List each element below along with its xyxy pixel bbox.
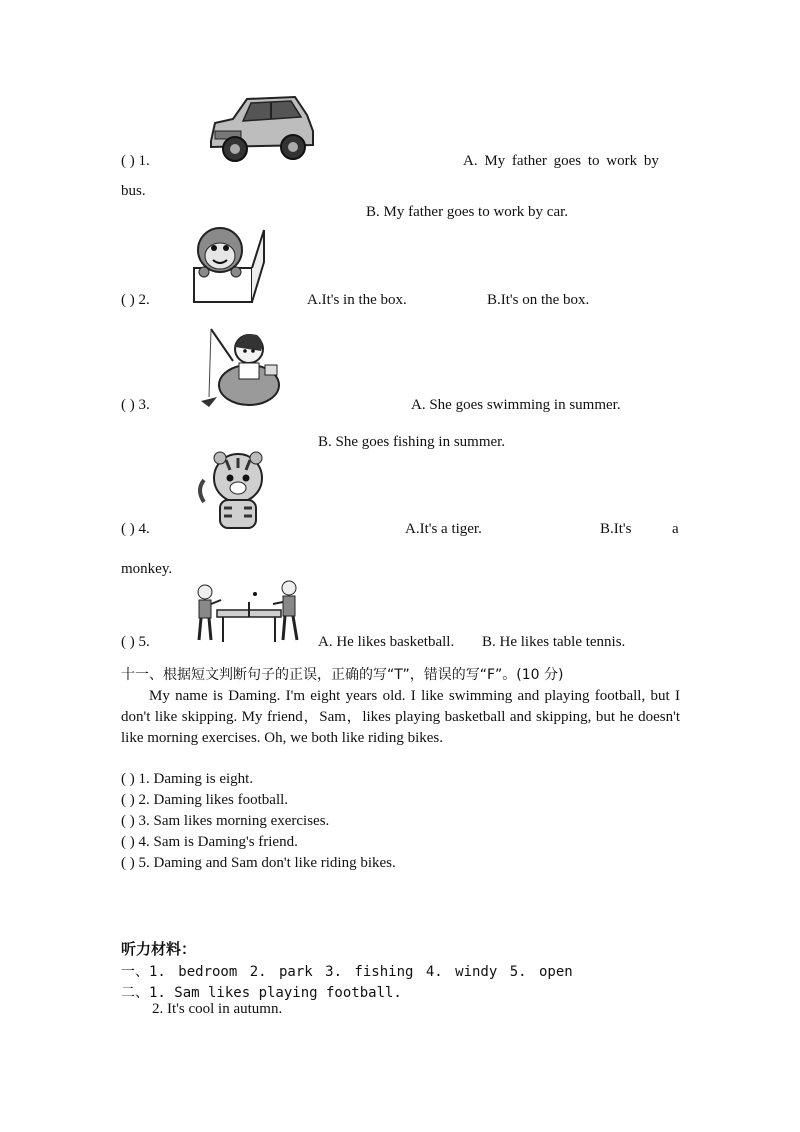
listening-line-2: 二、1. Sam likes playing football. (121, 985, 402, 1001)
question-5-option-a: A. He likes basketball. (318, 634, 455, 650)
question-2-number: ( ) 2. (121, 292, 150, 308)
question-1-option-a: A. My father goes to work by (463, 153, 659, 169)
car-icon (203, 93, 319, 168)
reading-passage: My name is Daming. I'm eight years old. I like swimming and playing football, but I don't like skipping. My friend，Sam，likes playing basketball and skipping, but he doesn't like morning exercises. Oh, we both like riding bikes. (121, 688, 680, 746)
question-3-number: ( ) 3. (121, 397, 150, 413)
question-4-option-a: A.It's a tiger. (405, 521, 482, 537)
judgement-item: ( ) 4. Sam is Daming's friend. (121, 834, 298, 850)
question-5-number: ( ) 5. (121, 634, 150, 650)
question-2-option-b: B.It's on the box. (487, 292, 590, 308)
question-4-number: ( ) 4. (121, 521, 150, 537)
judgement-item: ( ) 3. Sam likes morning exercises. (121, 813, 330, 829)
question-3-option-b: B. She goes fishing in summer. (318, 434, 506, 450)
listening-line-3: 2. It's cool in autumn. (152, 1001, 283, 1017)
question-4-option-b: B.It's (600, 521, 632, 537)
judgement-item: ( ) 2. Daming likes football. (121, 792, 289, 808)
table-tennis-icon (193, 578, 305, 646)
question-4-option-b-word: a (672, 521, 679, 537)
question-1-number: ( ) 1. (121, 153, 150, 169)
listening-line-1: 一、1. bedroom 2. park 3. fishing 4. windy 5. open (121, 964, 573, 980)
section-11-heading: 十一、根据短文判断句子的正误，正确的写“T”，错误的写“F”。(10 分) (121, 667, 564, 683)
question-5-option-b: B. He likes table tennis. (482, 634, 626, 650)
tiger-icon (196, 450, 272, 534)
question-1-option-a-continued: bus. (121, 183, 146, 199)
question-3-option-a: A. She goes swimming in summer. (411, 397, 621, 413)
judgement-item: ( ) 5. Daming and Sam don't like riding bikes. (121, 855, 396, 871)
question-1-option-b: B. My father goes to work by car. (366, 204, 569, 220)
question-2-option-a: A.It's in the box. (307, 292, 407, 308)
listening-title: 听力材料： (121, 940, 197, 958)
judgement-item: ( ) 1. Daming is eight. (121, 771, 254, 787)
question-4-option-b-continued: monkey. (121, 561, 173, 577)
girl-fishing-icon (197, 327, 281, 411)
monkey-in-box-icon (186, 222, 266, 306)
